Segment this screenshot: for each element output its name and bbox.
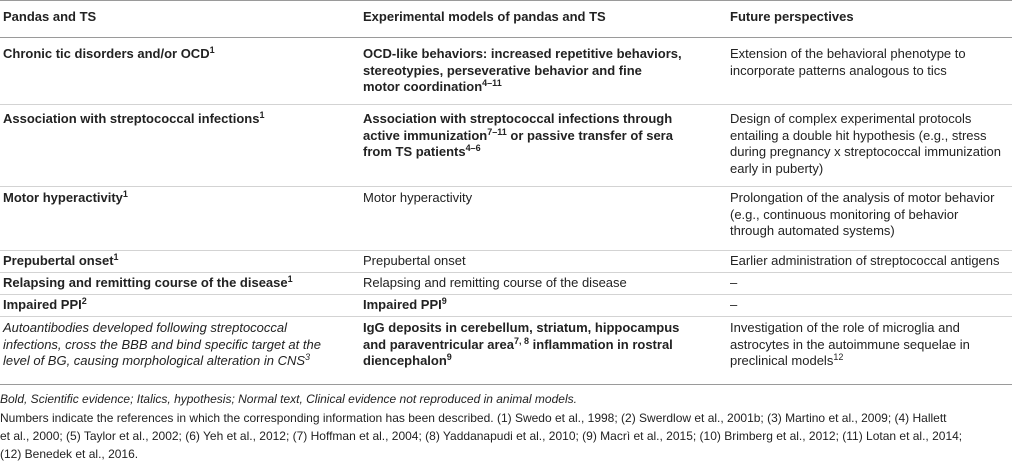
row2-perspective: Design of complex experimental protocols entailing a double hit hypothesis (e.g., stress during pregnancy x streptococcal immunization early in puberty) — [730, 111, 1001, 176]
row5-rule — [0, 294, 1012, 295]
row4-perspective: Earlier administration of streptococcal antigens — [730, 253, 1000, 268]
footnote-refs-line1: Numbers indicate the references in which the corresponding information has been described. (1) Swedo et al., 1998; (2) Swerdlow et al., 2001b; (3) Martino et al., 2009; (4) Hallett — [0, 411, 947, 425]
bottom-rule — [0, 384, 1012, 385]
row4-model: Prepubertal onset — [363, 253, 466, 268]
row5-perspective: – — [730, 275, 738, 290]
row2-rule — [0, 186, 1012, 187]
row7-model: IgG deposits in cerebellum, striatum, hippocampus and paraventricular area$^{7, 8}$ inflammation in rostral diencephalon$^9$ — [363, 320, 680, 368]
row3-rule — [0, 250, 1012, 251]
row1-model: OCD-like behaviors: increased repetitive behaviors, stereotypies, perseverative behavior and fine motor coordination$^{4-11}$ — [363, 46, 682, 94]
row6-perspective: – — [730, 297, 738, 312]
top-rule — [0, 0, 1012, 1]
header-col-experimental-models: Experimental models of pandas and TS — [363, 9, 606, 24]
row2-clinical: Association with streptococcal infections$^1$ — [3, 110, 265, 126]
row1-clinical: Chronic tic disorders and/or OCD$^1$ — [3, 45, 215, 61]
row7-clinical: Autoantibodies developed following streptococcal infections, cross the BBB and bind specific target at the level of BG, causing morphological alteration in CNS$^3$ — [3, 320, 321, 368]
row1-rule — [0, 104, 1012, 105]
header-col-pandas-ts: Pandas and TS — [3, 9, 97, 24]
row4-clinical: Prepubertal onset$^1$ — [3, 252, 119, 268]
header-rule — [0, 37, 1012, 38]
row2-model: Association with streptococcal infections through active immunization$^{7-11}$ or passive transfer of sera from TS patients$^{4-6}$ — [363, 111, 673, 159]
row5-clinical: Relapsing and remitting course of the disease$^1$ — [3, 274, 293, 290]
row6-clinical: Impaired PPI$^2$ — [3, 296, 87, 312]
row7-perspective: Investigation of the role of microglia and astrocytes in the autoimmune sequelae in preclinical models$^{12}$ — [730, 320, 970, 368]
header-col-future-perspectives: Future perspectives — [730, 9, 854, 24]
row3-model: Motor hyperactivity — [363, 190, 473, 205]
footnote-refs-line3: (12) Benedek et al., 2016. — [0, 447, 139, 461]
footnote-legend: Bold, Scientific evidence; Italics, hypothesis; Normal text, Clinical evidence not reproduced in animal models. — [0, 392, 577, 406]
row3-clinical: Motor hyperactivity$^1$ — [3, 189, 128, 205]
row5-model: Relapsing and remitting course of the disease — [363, 275, 627, 290]
row6-model: Impaired PPI$^9$ — [363, 296, 447, 312]
row4-rule — [0, 272, 1012, 273]
row1-perspective: Extension of the behavioral phenotype to incorporate patterns analogous to tics — [730, 46, 966, 78]
row6-rule — [0, 316, 1012, 317]
row3-perspective: Prolongation of the analysis of motor behavior (e.g., continuous monitoring of behavior through automated systems) — [730, 190, 995, 238]
footnote-refs-line2: et al., 2000; (5) Taylor et al., 2002; (6) Yeh et al., 2012; (7) Hoffman et al., 2004; (8) Yaddanapudi et al., 2010; (9) Macrì et al., 2015; (10) Brimberg et al., 2012; (11) Lotan et al., 2014; — [0, 429, 963, 443]
